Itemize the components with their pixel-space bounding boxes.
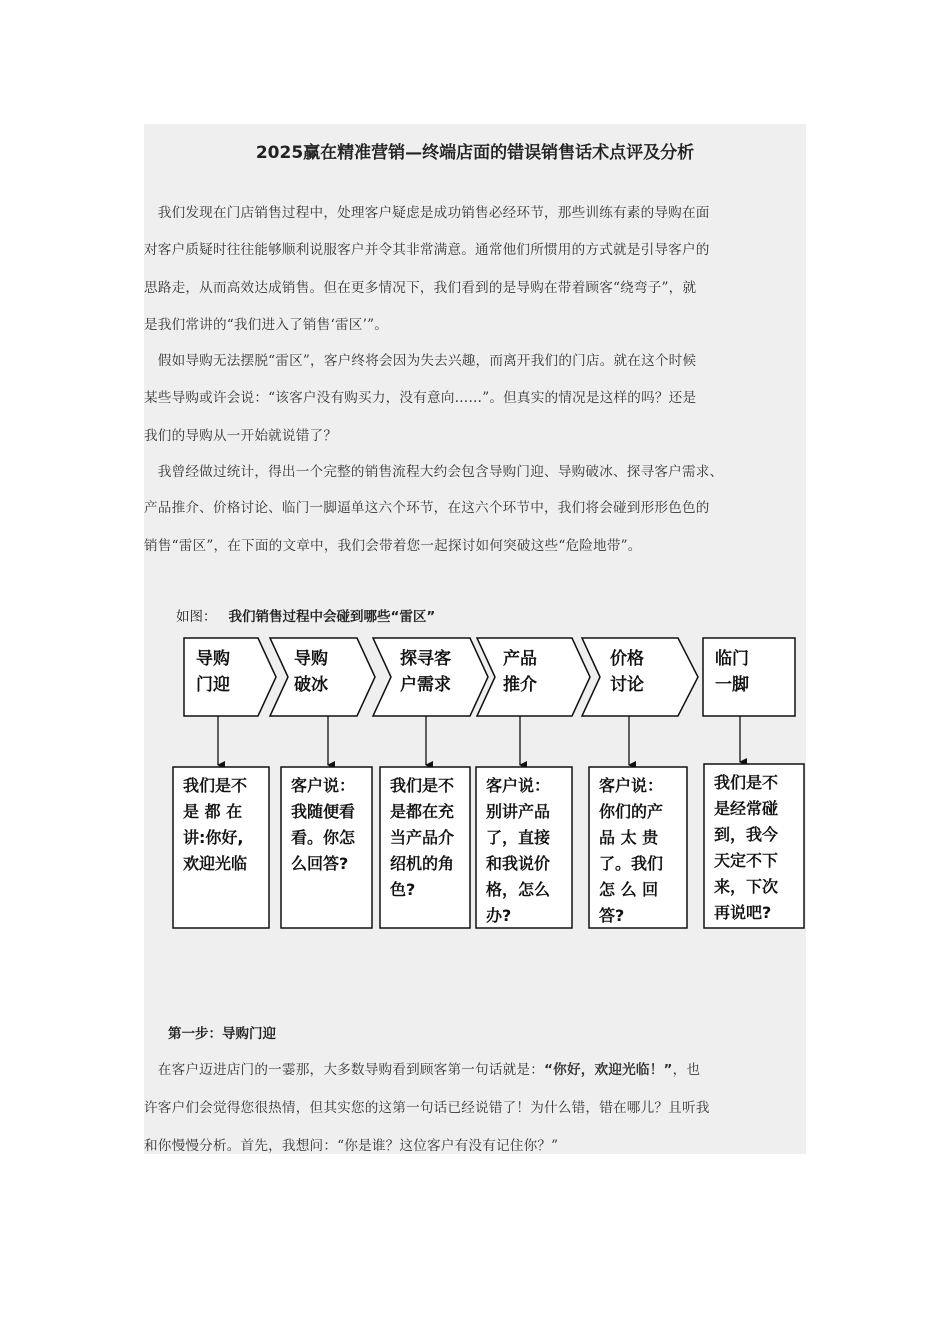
process-step-label: 临门: [715, 649, 749, 669]
process-step-label: 价格: [610, 649, 644, 669]
question-box: [476, 767, 572, 928]
question-box-line: 色?: [390, 880, 416, 899]
paragraph-line: 假如导购无法摆脱“雷区”，客户终将会因为失去兴趣，而离开我们的门店。就在这个时候: [144, 353, 697, 369]
process-step-label: 推介: [503, 675, 537, 695]
question-box-line: 看。你怎: [291, 828, 356, 847]
question-box: [589, 767, 687, 928]
paragraph-text: 在客户迈进店门的一霎那，大多数导购看到顾客第一句话就是：: [144, 1062, 545, 1078]
paragraph-line: 销售“雷区”，在下面的文章中，我们会带着您一起探讨如何突破这些“危险地带”。: [144, 538, 642, 554]
question-box-line: 天定不下: [714, 851, 779, 870]
question-boxes: [173, 764, 804, 928]
question-box-line: 客户说：: [291, 776, 356, 795]
paragraph-line: [144, 1058, 700, 1078]
paragraph-line: 思路走，从而高效达成销售。但在更多情况下，我们看到的是导购在带着顾客“绕弯子”，就: [144, 280, 697, 296]
paragraph-line: 产品推介、价格讨论、临门一脚逼单这六个环节，在这六个环节中，我们将会碰到形形色色的: [144, 500, 710, 516]
process-step: [184, 638, 276, 716]
question-box-line: 再说吧?: [714, 903, 772, 922]
process-step-label: 户需求: [400, 675, 451, 695]
paragraph-line: 某些导购或许会说：“该客户没有购买力，没有意向……”。但真实的情况是这样的吗？还是: [144, 390, 697, 406]
question-box: [173, 767, 269, 928]
question-box-line: 是经常碰: [714, 799, 779, 818]
question-box-line: 客户说：: [599, 776, 664, 795]
bold-quote: “你好，欢迎光临！”: [544, 1062, 673, 1078]
question-box-line: 绍机的角: [390, 854, 455, 873]
process-step-label: 探寻客: [400, 649, 451, 669]
process-step-label: 讨论: [610, 675, 644, 695]
document-title: 2025赢在精准营销—终端店面的错误销售话术点评及分析: [255, 143, 695, 163]
question-box-line: 欢迎光临: [183, 854, 248, 873]
question-box-line: 你们的产: [599, 802, 664, 821]
section-heading: 第一步：导购门迎: [168, 1026, 276, 1042]
question-box-line: 讲:你好,: [183, 828, 244, 847]
process-step-label: 导购: [294, 649, 328, 669]
process-step: [582, 638, 698, 716]
process-step-label: 破冰: [294, 675, 328, 695]
paragraph-line: 许客户们会觉得您很热情，但其实您的这第一句话已经说错了！为什么错，错在哪儿？且听我: [144, 1100, 710, 1116]
question-box: [704, 764, 804, 928]
question-box-line: 到，我今: [714, 825, 779, 844]
paragraph-line: 是我们常讲的“我们进入了销售‘雷区’”。: [144, 317, 389, 333]
process-step: [270, 638, 375, 716]
question-box-line: 品 太 贵: [599, 828, 659, 847]
figure-caption-title: 我们销售过程中会碰到哪些“雷区”: [228, 609, 436, 625]
figure-caption-prefix: 如图：: [176, 609, 217, 625]
paragraph-text: ，也: [672, 1062, 701, 1078]
question-box-line: 了。我们: [599, 854, 664, 873]
question-box-line: 当产品介: [390, 828, 455, 847]
process-step-label: 一脚: [715, 675, 749, 695]
question-box-line: 是 都 在: [183, 802, 243, 821]
process-step-label: 导购: [196, 649, 230, 669]
question-box-line: 和我说价: [486, 854, 551, 873]
question-box-line: 答?: [599, 906, 625, 925]
question-box-line: 格，怎么: [486, 880, 551, 899]
paragraph-line: 我曾经做过统计，得出一个完整的销售流程大约会包含导购门迎、导购破冰、探寻客户需求、: [144, 464, 724, 480]
question-box-line: 别讲产品: [486, 802, 551, 821]
question-box-line: 是都在充: [390, 802, 455, 821]
process-step: [373, 638, 488, 716]
process-step: [477, 638, 590, 716]
question-box-line: 办?: [486, 906, 512, 925]
process-step: [703, 638, 795, 716]
paragraph-line: 和你慢慢分析。首先，我想问：“你是谁？这位客户有没有记住你？”: [144, 1138, 559, 1154]
question-box-line: 我们是不: [390, 776, 455, 795]
connector-arrows: [218, 716, 740, 765]
paragraph-line: 我们发现在门店销售过程中，处理客户疑虑是成功销售必经环节，那些训练有素的导购在面: [144, 205, 710, 221]
question-box-line: 么回答?: [291, 854, 349, 873]
question-box-line: 客户说：: [486, 776, 551, 795]
question-box: [281, 767, 372, 928]
paragraph-line: 对客户质疑时往往能够顺利说服客户并令其非常满意。通常他们所惯用的方式就是引导客户的: [144, 242, 710, 258]
paragraph-line: 我们的导购从一开始就说错了？: [144, 428, 338, 444]
process-step-label: 门迎: [196, 675, 230, 695]
question-box-line: 我们是不: [714, 773, 779, 792]
question-box-line: 我们是不: [183, 776, 248, 795]
question-box-line: 了，直接: [486, 828, 551, 847]
process-steps: [184, 638, 795, 716]
question-box-line: 怎 么 回: [599, 880, 659, 899]
question-box-line: 来，下次: [714, 877, 779, 896]
question-box: [380, 767, 470, 928]
process-step-label: 产品: [503, 649, 537, 669]
question-box-line: 我随便看: [291, 802, 356, 821]
